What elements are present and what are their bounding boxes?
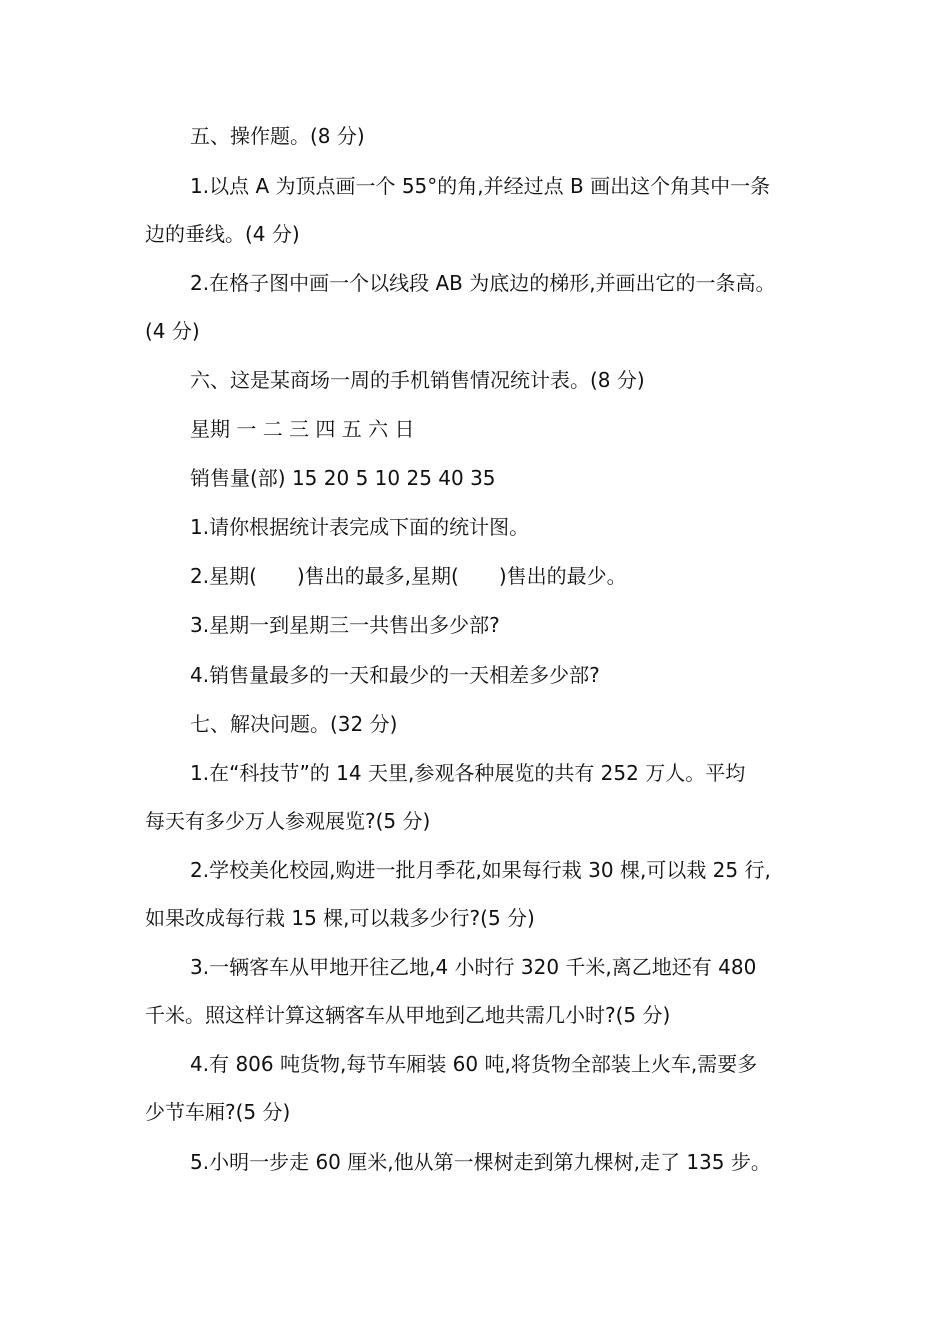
table-row-sales: 销售量(部) 15 20 5 10 25 40 35 — [190, 466, 496, 490]
q7-4-line2: 少节车厢?(5 分) — [145, 1100, 291, 1124]
q7-3-line2: 千米。照这样计算这辆客车从甲地到乙地共需几小时?(5 分) — [145, 1003, 671, 1027]
q7-2-line1: 2.学校美化校园,购进一批月季花,如果每行栽 30 棵,可以栽 25 行, — [190, 858, 771, 882]
section-seven-heading: 七、解决问题。(32 分) — [190, 712, 398, 736]
q5-2-line1: 2.在格子图中画一个以线段 AB 为底边的梯形,并画出它的一条高。 — [190, 271, 776, 295]
q7-5-line1: 5.小明一步走 60 厘米,他从第一棵树走到第九棵树,走了 135 步。 — [190, 1150, 771, 1174]
q7-1-line2: 每天有多少万人参观展览?(5 分) — [145, 809, 431, 833]
q6-4: 4.销售量最多的一天和最少的一天相差多少部? — [190, 663, 600, 687]
q7-3-line1: 3.一辆客车从甲地开往乙地,4 小时行 320 千米,离乙地还有 480 — [190, 955, 757, 979]
table-row-weekdays: 星期 一 二 三 四 五 六 日 — [190, 417, 415, 441]
q6-2: 2.星期( )售出的最多,星期( )售出的最少。 — [190, 564, 627, 588]
q6-1: 1.请你根据统计表完成下面的统计图。 — [190, 515, 530, 539]
q5-1-line2: 边的垂线。(4 分) — [145, 222, 300, 246]
section-five-heading: 五、操作题。(8 分) — [190, 124, 365, 148]
q6-3: 3.星期一到星期三一共售出多少部? — [190, 613, 500, 637]
q5-2-line2: (4 分) — [145, 319, 200, 343]
section-six-heading: 六、这是某商场一周的手机销售情况统计表。(8 分) — [190, 368, 645, 392]
q7-4-line1: 4.有 806 吨货物,每节车厢装 60 吨,将货物全部装上火车,需要多 — [190, 1052, 758, 1076]
q7-1-line1: 1.在“科技节”的 14 天里,参观各种展览的共有 252 万人。平均 — [190, 761, 746, 785]
q5-1-line1: 1.以点 A 为顶点画一个 55°的角,并经过点 B 画出这个角其中一条 — [190, 174, 771, 198]
q7-2-line2: 如果改成每行栽 15 棵,可以栽多少行?(5 分) — [145, 906, 535, 930]
